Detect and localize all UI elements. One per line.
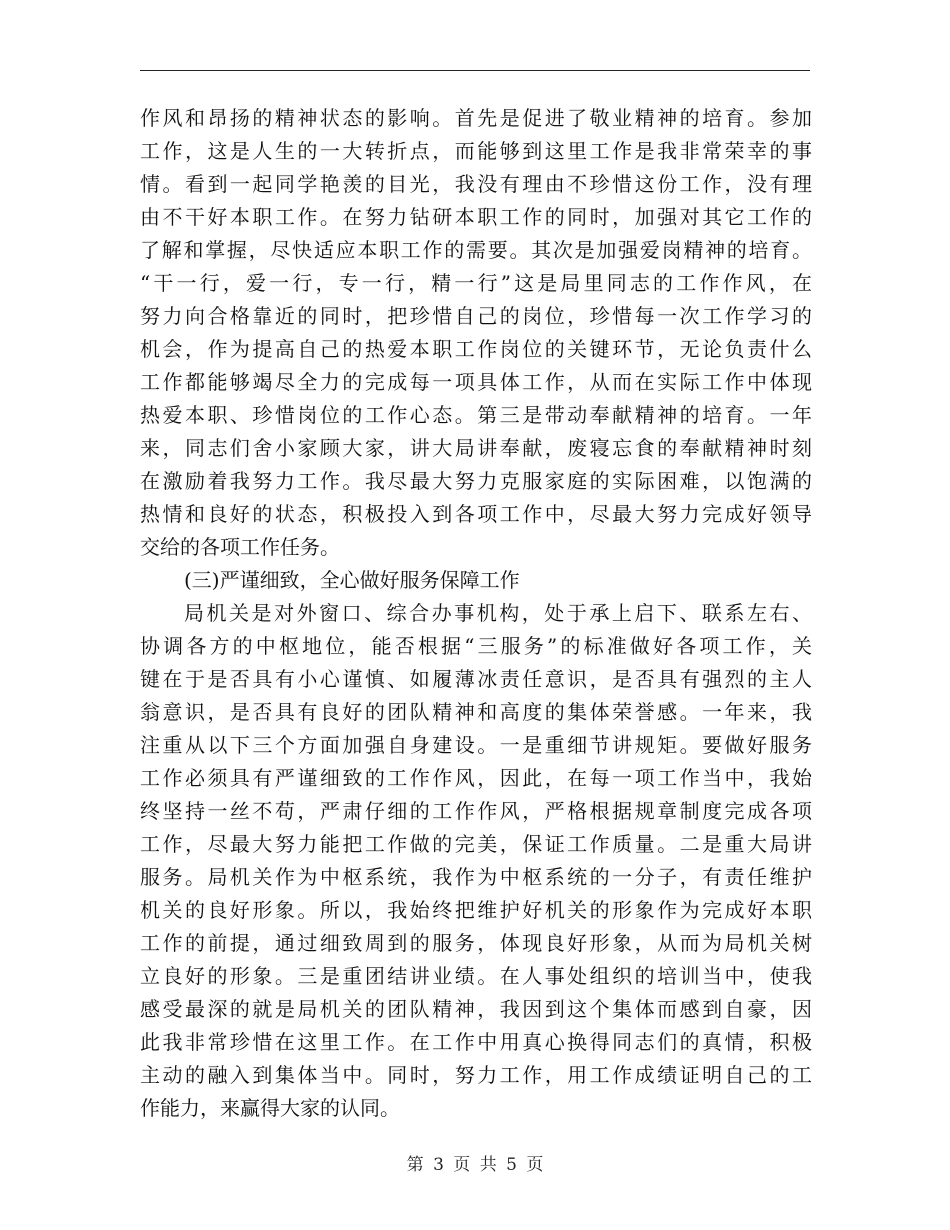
- text-line: 键在于是否具有小心谨慎、如履薄冰责任意识，是否具有强烈的主人: [140, 667, 812, 691]
- document-body: [140, 102, 812, 1125]
- text-line: 热情和良好的状态，积极投入到各项工作中，尽最大努力完成好领导: [140, 502, 812, 526]
- header-rule: [140, 70, 810, 71]
- text-line: 工作，尽最大努力能把工作做的完美，保证工作质量。二是重大局讲: [140, 832, 812, 856]
- text-line: 作能力，来赢得大家的认同。: [140, 1096, 400, 1120]
- text-line: 工作的前提，通过细致周到的服务，体现良好形象，从而为局机关树: [140, 931, 812, 955]
- text-line: 此我非常珍惜在这里工作。在工作中用真心换得同志们的真情，积极: [140, 1030, 812, 1054]
- text-line: 交给的各项工作任务。: [140, 535, 340, 559]
- page-number: 第 3 页 共 5 页: [406, 1155, 544, 1175]
- text-line: 努力向合格靠近的同时，把珍惜自己的岗位，珍惜每一次工作学习的: [140, 304, 812, 328]
- text-line: 注重从以下三个方面加强自身建设。一是重细节讲规矩。要做好服务: [140, 733, 812, 757]
- text-line: 情。看到一起同学艳羡的目光，我没有理由不珍惜这份工作，没有理: [140, 172, 812, 196]
- text-line: 热爱本职、珍惜岗位的工作心态。第三是带动奉献精神的培育。一年: [140, 403, 812, 427]
- text-line: 来，同志们舍小家顾大家，讲大局讲奉献，废寝忘食的奉献精神时刻: [140, 436, 812, 460]
- text-line: 机会，作为提高自己的热爱本职工作岗位的关键环节，无论负责什么: [140, 337, 812, 361]
- text-line: 感受最深的就是局机关的团队精神，我因到这个集体而感到自豪，因: [140, 997, 812, 1021]
- text-line: 工作都能够竭尽全力的完成每一项具体工作，从而在实际工作中体现: [140, 370, 812, 394]
- text-line: 机关的良好形象。所以，我始终把维护好机关的形象作为完成好本职: [140, 898, 812, 922]
- text-line: 作风和昂扬的精神状态的影响。首先是促进了敬业精神的培育。参加: [140, 106, 812, 130]
- section-heading: (三)严谨细致，全心做好服务保障工作: [184, 568, 520, 592]
- text-line: 局机关是对外窗口、综合办事机构，处于承上启下、联系左右、: [184, 601, 812, 625]
- text-line: 终坚持一丝不苟，严肃仔细的工作作风，严格根据规章制度完成各项: [140, 799, 812, 823]
- text-line: 主动的融入到集体当中。同时，努力工作，用工作成绩证明自己的工: [140, 1063, 812, 1087]
- text-line: 工作，这是人生的一大转折点，而能够到这里工作是我非常荣幸的事: [140, 139, 812, 163]
- text-line: “干一行，爱一行，专一行，精一行”这是局里同志的工作作风，在: [140, 271, 812, 295]
- text-line: 在激励着我努力工作。我尽最大努力克服家庭的实际困难，以饱满的: [140, 469, 812, 493]
- text-line: 翁意识，是否具有良好的团队精神和高度的集体荣誉感。一年来，我: [140, 700, 812, 724]
- text-line: 协调各方的中枢地位，能否根据“三服务”的标准做好各项工作，关: [140, 634, 812, 658]
- text-line: 服务。局机关作为中枢系统，我作为中枢系统的一分子，有责任维护: [140, 865, 812, 889]
- text-line: 立良好的形象。三是重团结讲业绩。在人事处组织的培训当中，使我: [140, 964, 812, 988]
- text-line: 由不干好本职工作。在努力钻研本职工作的同时，加强对其它工作的: [140, 205, 812, 229]
- text-line: 工作必须具有严谨细致的工作作风，因此，在每一项工作当中，我始: [140, 766, 812, 790]
- text-line: 了解和掌握，尽快适应本职工作的需要。其次是加强爱岗精神的培育。: [140, 238, 812, 262]
